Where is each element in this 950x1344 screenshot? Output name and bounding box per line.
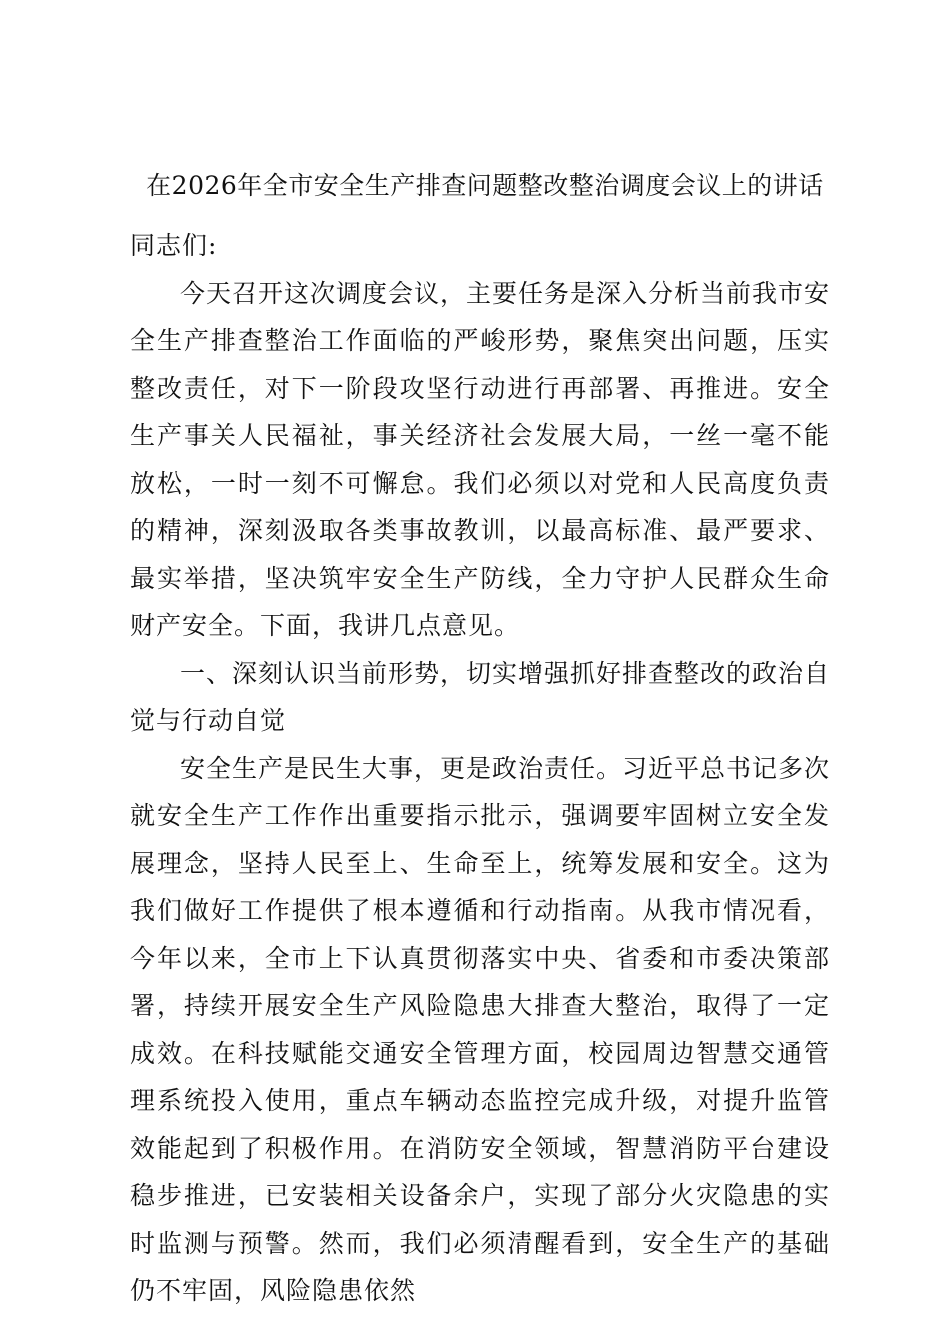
paragraph-intro: 今天召开这次调度会议，主要任务是深入分析当前我市安全生产排查整治工作面临的严峻形势，聚焦突出问题，压实整改责任，对下一阶段攻坚行动进行再部署、再推进。安全生产事关人民福祉，事关经济社会发展大局，一丝一毫不能放松，一时一刻不可懈怠。我们必须以对党和人民高度负责的精神，深刻汲取各类事故教训，以最高标准、最严要求、最实举措，坚决筑牢安全生产防线，全力守护人民群众生命财产安全。下面，我讲几点意见。 (130, 278, 831, 640)
document-body (130, 222, 830, 1315)
salutation: 同志们: (130, 231, 218, 260)
section-heading-1: 一、深刻认识当前形势，切实增强抓好排查整改的政治自觉与行动自觉 (130, 658, 831, 735)
paragraph-section-1: 安全生产是民生大事，更是政治责任。习近平总书记多次就安全生产工作作出重要指示批示，强调要牢固树立安全发展理念，坚持人民至上、生命至上，统筹发展和安全。这为我们做好工作提供了根本遵循和行动指南。从我市情况看，今年以来，全市上下认真贯彻落实中央、省委和市委决策部署，持续开展安全生产风险隐患大排查大整治，取得了一定成效。在科技赋能交通安全管理方面，校园周边智慧交通管理系统投入使用，重点车辆动态监控完成升级，对提升监管效能起到了积极作用。在消防安全领域，智慧消防平台建设稳步推进，已安装相关设备余户，实现了部分火灾隐患的实时监测与预警。然而，我们必须清醒看到，安全生产的基础仍不牢固，风险隐患依然 (130, 753, 831, 1305)
document-title: 在2026年全市安全生产排查问题整改整治调度会议上的讲话 (146, 171, 824, 200)
